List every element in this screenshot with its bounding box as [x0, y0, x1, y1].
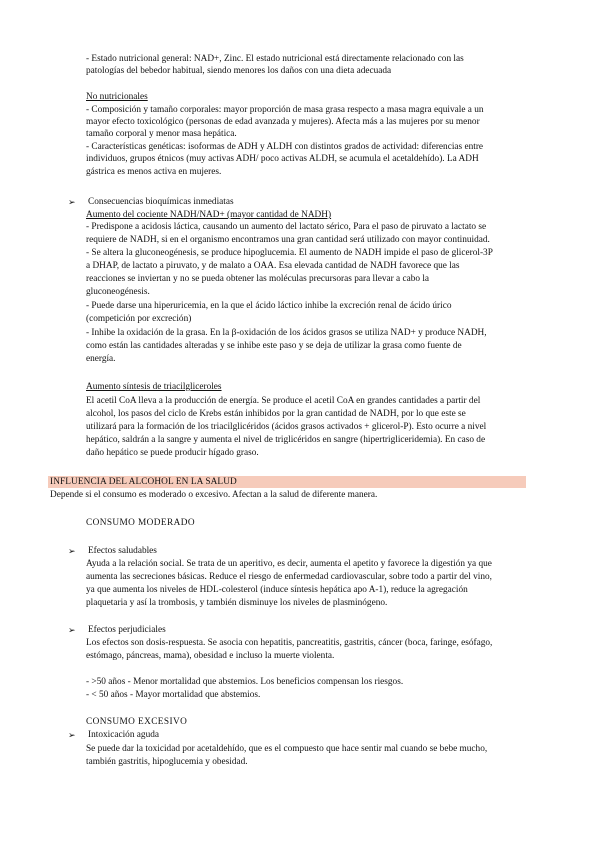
paragraph-line: - Composición y tamaño corporales: mayor proporción de masa grasa respecto a masa magra equivale a un	[86, 105, 484, 115]
paragraph-line: también gastritis, hipoglucemia y obesidad.	[86, 757, 248, 767]
paragraph-line: Los efectos son dosis-respuesta. Se asocia con hepatitis, pancreatitis, gastritis, cáncer (boca, faringe, esófago,	[86, 638, 493, 648]
paragraph-line: Se puede dar la toxicidad por acetaldehído, que es el compuesto que hace sentir mal cuando se bebe mucho,	[86, 744, 488, 754]
paragraph-line: Ayuda a la relación social. Se trata de un aperitivo, es decir, aumenta el apetito y favorece la digestión ya que	[86, 559, 492, 569]
arrow-bullet-icon: ➢	[68, 546, 76, 556]
paragraph-line: daño hepático se puede producir hígado graso.	[86, 448, 259, 458]
heading-consumo-moderado: CONSUMO MODERADO	[86, 518, 195, 528]
subheading: Aumento síntesis de triacilgliceroles	[86, 382, 222, 392]
paragraph-line: - Puede darse una hiperuricemia, en la que el ácido láctico inhibe la excreción renal de ácido úrico	[86, 301, 452, 311]
list-item: - < 50 años - Mayor mortalidad que abstemios.	[86, 690, 261, 700]
list-item: - >50 años - Menor mortalidad que abstemios. Los beneficios compensan los riesgos.	[86, 677, 404, 687]
paragraph-line: patologías del bebedor habitual, siendo menores los daños con una dieta adecuada	[86, 66, 392, 76]
paragraph-line: plaquetaria y así la trombosis, y también disminuye los niveles de plasminógeno.	[86, 598, 388, 608]
paragraph-line: ya que aumenta los niveles de HDL-colesterol (induce síntesis hepática apo A-1), reduce la agregación	[86, 585, 468, 595]
paragraph-line: requiere de NADH, si en el organismo encontramos una gran cantidad será utilizado con mayor continuidad.	[86, 235, 490, 245]
paragraph-line: energía.	[86, 354, 116, 364]
paragraph-line: (competición por excreción)	[86, 314, 192, 324]
subheading-no-nutricionales: No nutricionales	[86, 92, 148, 102]
bullet-heading: Consecuencias bioquímicas inmediatas	[88, 197, 234, 207]
subheading: Aumento del cociente NADH/NAD+ (mayor cantidad de NADH)	[86, 210, 332, 220]
paragraph-line: tamaño corporal y menor masa hepática.	[86, 129, 237, 139]
paragraph-line: mayor efecto toxicológico (personas de edad avanzada y mujeres). Afecta más a las mujeres por su menor	[86, 117, 480, 127]
paragraph-line: El acetil CoA lleva a la producción de energía. Se produce el acetil CoA en grandes cantidades a partir del	[86, 396, 481, 406]
paragraph-line: a DHAP, de lactato a piruvato, y de malato a OAA. Esa elevada cantidad de NADH favorece que las	[86, 261, 460, 271]
paragraph-line: alcohol, los pasos del ciclo de Krebs están inhibidos por la gran cantidad de NADH, por lo que este se	[86, 409, 466, 419]
paragraph-line: utilizará para la formación de los triacilglicéridos (ácidos grasos activados + glicerol-P). Esto ocurre a nivel	[86, 422, 487, 432]
paragraph-line: individuos, grupos étnicos (muy activas ADH/ poco activas ALDH, se acumula el acetaldehído). La ADH	[86, 154, 479, 164]
arrow-bullet-icon: ➢	[68, 625, 76, 635]
paragraph-line: - Características genéticas: isoformas de ADH y ALDH con distintos grados de actividad: diferencias entre	[86, 142, 484, 152]
paragraph-line: gluconeogénesis.	[86, 287, 150, 297]
paragraph-line: - Estado nutricional general: NAD+, Zinc. El estado nutricional está directamente relacionado con las	[86, 54, 464, 64]
bullet-heading: Efectos perjudiciales	[88, 625, 166, 635]
bullet-heading: Efectos saludables	[88, 546, 157, 556]
section-heading: INFLUENCIA DEL ALCOHOL EN LA SALUD	[50, 477, 237, 487]
arrow-bullet-icon: ➢	[68, 197, 76, 207]
paragraph-line: reacciones se inviertan y no se pueda obtener las moléculas precursoras para llevar a cabo la	[86, 274, 430, 284]
paragraph-line: como están las cantidades alteradas y se inhibe este paso y se deja de utilizar la grasa como fuente de	[86, 341, 462, 351]
paragraph-line: aumenta las secreciones básicas. Reduce el riesgo de enfermedad cardiovascular, sobre todo a partir del vino,	[86, 572, 492, 582]
paragraph-line: estómago, páncreas, mama), obesidad e incluso la muerte violenta.	[86, 651, 335, 661]
paragraph-line: - Se altera la gluconeogénesis, se produce hipoglucemia. El aumento de NADH impide el paso de glicerol-3P	[86, 248, 493, 258]
intro-line: Depende si el consumo es moderado o excesivo. Afectan a la salud de diferente manera.	[50, 490, 378, 500]
heading-consumo-excesivo: CONSUMO EXCESIVO	[86, 717, 188, 727]
bullet-heading: Intoxicación aguda	[88, 730, 159, 740]
arrow-bullet-icon: ➢	[68, 730, 76, 740]
paragraph-line: hepático, saldrán a la sangre y aumenta el nivel de triglicéridos en sangre (hipertrigliceridemia). En caso de	[86, 435, 486, 445]
paragraph-line: gástrica es menos activa en mujeres.	[86, 167, 222, 177]
paragraph-line: - Predispone a acidosis láctica, causando un aumento del lactato sérico, Para el paso de piruvato a lactato se	[86, 222, 487, 232]
paragraph-line: - Inhibe la oxidación de la grasa. En la β-oxidación de los ácidos grasos se utiliza NAD+ y produce NADH,	[86, 328, 487, 338]
